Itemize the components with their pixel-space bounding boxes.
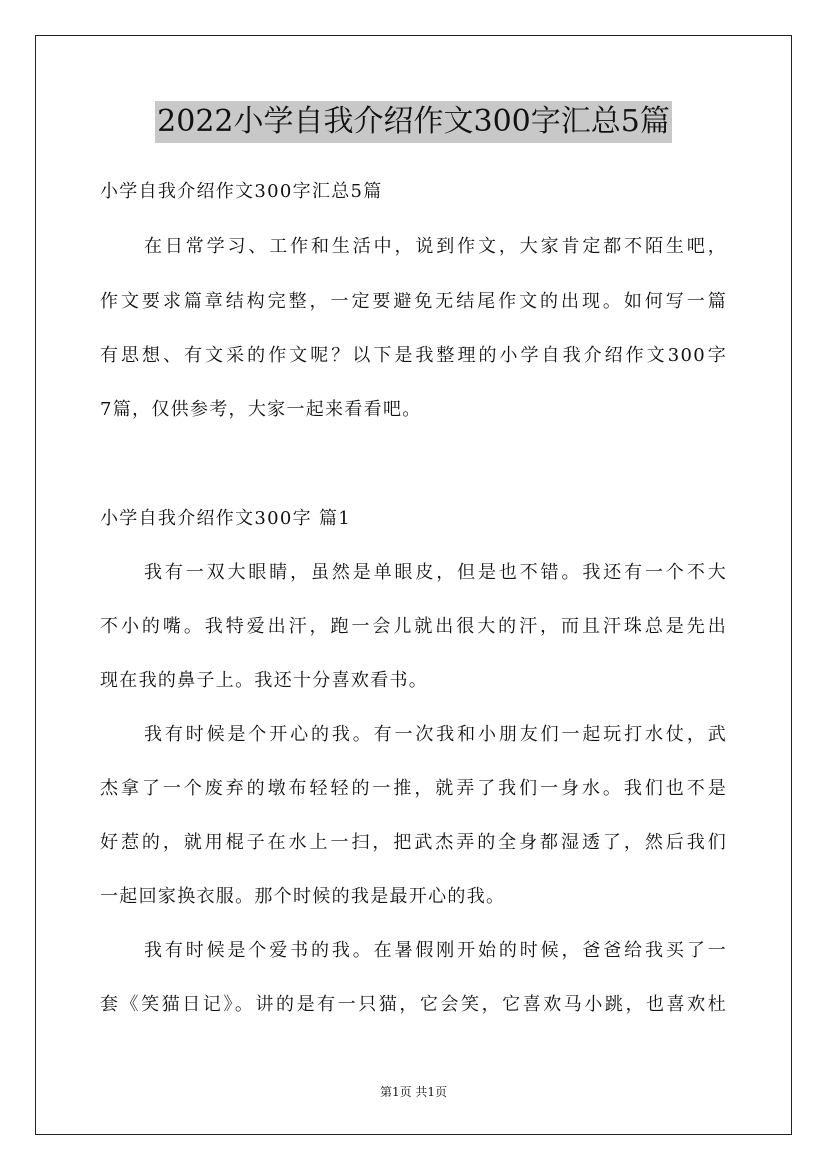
- paragraph-line: 我有时候是个开心的我。有一次我和小朋友们一起玩打水仗，武: [144, 724, 727, 745]
- paragraph-line: 我有时候是个爱书的我。在暑假刚开始的时候，爸爸给我买了一: [144, 940, 727, 961]
- intro-line: 7篇，仅供参考，大家一起来看看吧。: [100, 399, 422, 420]
- intro-line: 在日常学习、工作和生活中，说到作文，大家肯定都不陌生吧，: [144, 236, 727, 257]
- intro-line: 有思想、有文采的作文呢？以下是我整理的小学自我介绍作文300字: [100, 345, 727, 366]
- page-footer: 第1页 共1页: [379, 1085, 448, 1099]
- paragraph-line: 一起回家换衣服。那个时候的我是最开心的我。: [100, 886, 506, 907]
- document-title-wrap: [0, 101, 827, 143]
- paragraph-line: 现在我的鼻子上。我还十分喜欢看书。: [100, 670, 429, 691]
- intro-line: 作文要求篇章结构完整，一定要避免无结尾作文的出现。如何写一篇: [100, 291, 727, 312]
- subtitle: 小学自我介绍作文300字汇总5篇: [100, 181, 383, 202]
- paragraph-line: 杰拿了一个废弃的墩布轻轻的一推，就弄了我们一身水。我们也不是: [100, 778, 727, 799]
- paragraph-line: 套《笑猫日记》。讲的是有一只猫，它会笑，它喜欢马小跳，也喜欢杜: [100, 994, 727, 1015]
- document-title: 2022小学自我介绍作文300字汇总5篇: [155, 101, 672, 143]
- paragraph-line: 好惹的，就用棍子在水上一扫，把武杰弄的全身都湿透了，然后我们: [100, 832, 727, 853]
- paragraph-line: 不小的嘴。我特爱出汗，跑一会儿就出很大的汗，而且汗珠总是先出: [100, 616, 727, 637]
- paragraph-line: 我有一双大眼睛，虽然是单眼皮，但是也不错。我还有一个不大: [144, 562, 727, 583]
- section-heading: 小学自我介绍作文300字 篇1: [100, 508, 352, 529]
